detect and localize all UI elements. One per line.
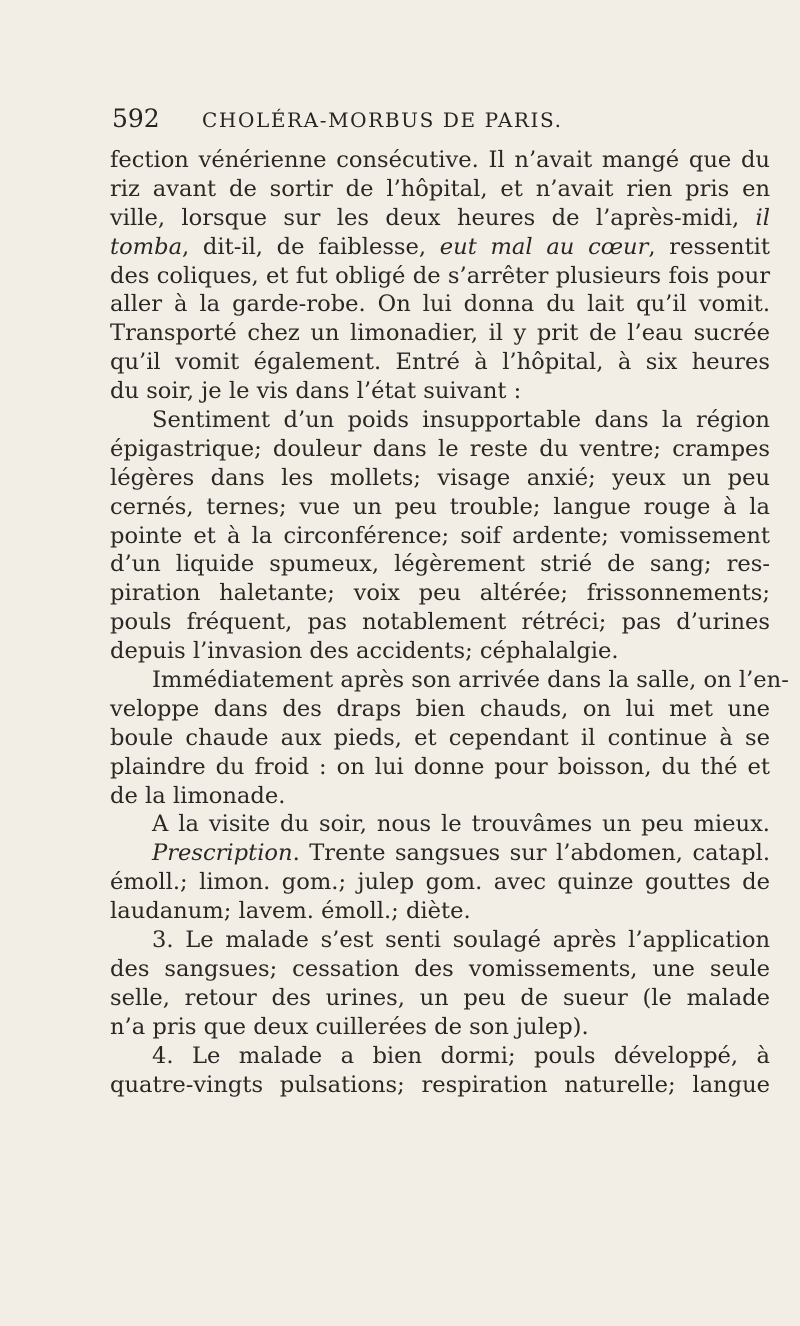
line-text: quatre-vingts pulsations; respiration naturelle; langue: [110, 1071, 770, 1098]
text-line: [110, 810, 770, 839]
line-text: 3. Le malade s’est senti soulagé après l’application: [152, 927, 770, 954]
text-line: [110, 839, 770, 868]
text-line: [110, 262, 770, 291]
line-text: d’un liquide spumeux, légèrement strié de sang; res-: [110, 551, 770, 578]
text-line: [110, 348, 770, 377]
text-line: [110, 637, 770, 666]
line-text: fection vénérienne consécutive. Il n’avait mangé que du: [110, 147, 770, 173]
text-line: [110, 290, 770, 319]
line-text: épigastrique; douleur dans le reste du ventre; crampes: [110, 435, 770, 462]
text-line: [110, 406, 770, 435]
italic-text: eut mal au cœur: [439, 233, 649, 260]
text-line: [110, 550, 770, 579]
text-line: [110, 435, 770, 464]
text-line: [110, 175, 770, 204]
text-line: [110, 782, 770, 811]
line-text: cernés, ternes; vue un peu trouble; langue rouge à la: [110, 493, 770, 520]
text-line: [110, 926, 770, 955]
text-line: [110, 868, 770, 897]
line-text: du soir, je le vis dans l’état suivant :: [110, 378, 522, 405]
text-line: [110, 984, 770, 1013]
line-text: selle, retour des urines, un peu de sueur (le malade: [110, 984, 770, 1011]
text-line: [110, 753, 770, 782]
line-text: plaindre du froid : on lui donne pour boisson, du thé et: [110, 753, 770, 780]
text-line: [110, 204, 770, 233]
italic-text: il: [755, 204, 770, 231]
line-text: ville, lorsque sur les deux heures de l’après-midi,: [110, 204, 756, 231]
line-text: , dit-il, de faiblesse,: [182, 233, 440, 260]
line-text: émoll.; limon. gom.; julep gom. avec quinze gouttes de: [110, 869, 770, 896]
text-line: [110, 1013, 770, 1042]
text-line: [110, 1042, 770, 1071]
page-number: 592: [112, 104, 160, 133]
text-line: [110, 608, 770, 637]
line-text: Immédiatement après son arrivée dans la salle, on l’en-: [152, 667, 789, 694]
line-text: . Trente sangsues sur l’abdomen, catapl.: [292, 840, 770, 867]
text-line: [110, 377, 770, 406]
text-line: [110, 522, 770, 551]
text-line: [110, 146, 770, 175]
body-text: [110, 146, 789, 1099]
line-text: laudanum; lavem. émoll.; diète.: [110, 898, 471, 925]
line-text: boule chaude aux pieds, et cependant il continue à se: [110, 724, 770, 751]
text-line: [110, 233, 770, 262]
text-line: [110, 464, 770, 493]
line-text: légères dans les mollets; visage anxié; yeux un peu: [110, 464, 770, 491]
line-text: aller à la garde-robe. On lui donna du lait qu’il vomit.: [110, 291, 770, 318]
line-text: pointe et à la circonférence; soif ardente; vomissement: [110, 522, 770, 549]
line-text: riz avant de sortir de l’hôpital, et n’avait rien pris en: [110, 175, 770, 202]
line-text: 4. Le malade a bien dormi; pouls développé, à: [152, 1042, 770, 1069]
text-line: [110, 493, 770, 522]
text-line: [110, 579, 770, 608]
text-line: [110, 1071, 770, 1100]
line-text: des coliques, et fut obligé de s’arrêter plusieurs fois pour: [110, 262, 770, 289]
line-text: depuis l’invasion des accidents; céphalalgie.: [110, 638, 619, 665]
line-text: des sangsues; cessation des vomissements, une seule: [110, 955, 770, 982]
running-title: CHOLÉRA-MORBUS DE PARIS.: [202, 108, 563, 132]
italic-text: tomba: [110, 233, 183, 260]
text-line: [110, 695, 770, 724]
text-line: [110, 724, 770, 753]
italic-text: Prescription: [152, 840, 293, 867]
line-text: qu’il vomit également. Entré à l’hôpital, à six heures: [110, 349, 770, 376]
line-text: piration haletante; voix peu altérée; frissonnements;: [110, 580, 770, 607]
line-text: A la visite du soir, nous le trouvâmes un peu mieux.: [152, 811, 770, 838]
line-text: Sentiment d’un poids insupportable dans la région: [152, 407, 770, 434]
text-line: [110, 897, 770, 926]
line-text: Transporté chez un limonadier, il y prit de l’eau sucrée: [110, 320, 770, 347]
line-text: veloppe dans des draps bien chauds, on lui met une: [110, 695, 770, 722]
line-text: , ressentit: [648, 233, 770, 260]
line-text: pouls fréquent, pas notablement rétréci; pas d’urines: [110, 609, 770, 636]
line-text: n’a pris que deux cuillerées de son julep).: [110, 1013, 589, 1040]
text-line: [110, 955, 770, 984]
line-text: de la limonade.: [110, 782, 286, 809]
running-head: [112, 104, 752, 140]
text-line: [110, 666, 789, 695]
text-line: [110, 319, 770, 348]
